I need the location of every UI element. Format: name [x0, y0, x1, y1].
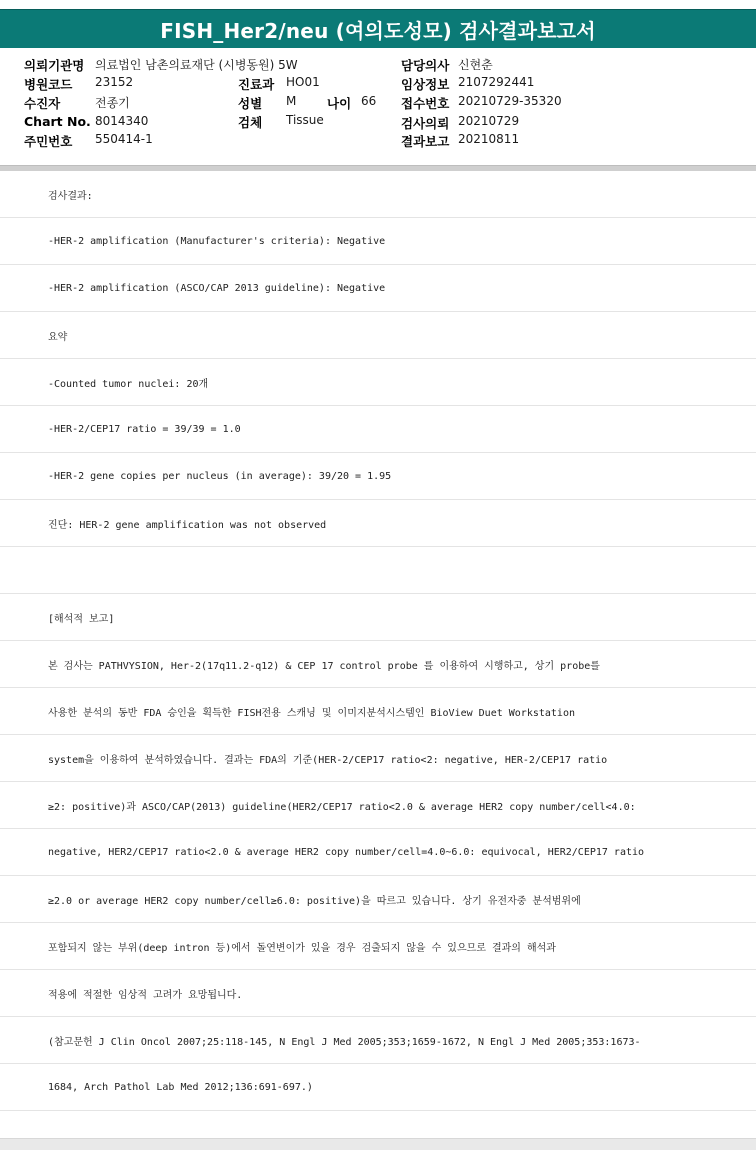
institution-label: 의뢰기관명 — [24, 58, 85, 73]
result-line: 검사결과: — [0, 171, 756, 218]
accession-value: 20210729-35320 — [458, 94, 562, 108]
bottom-scroll-bar[interactable] — [0, 1138, 756, 1150]
result-line: ≥2: positive)과 ASCO/CAP(2013) guideline(HER2/CEP17 ratio<2.0 & average HER2 copy number/cell<4.0: — [0, 782, 756, 829]
result-line: -HER-2/CEP17 ratio = 39/39 = 1.0 — [0, 406, 756, 453]
result-line: ≥2.0 or average HER2 copy number/cell≥6.0: positive)을 따르고 있습니다. 상기 유전자중 분석범위에 — [0, 876, 756, 923]
result-lines — [0, 171, 756, 1111]
report-title: FISH_Her2/neu (여의도성모) 검사결과보고서 — [0, 9, 756, 49]
chart-no-value: 8014340 — [95, 114, 149, 128]
report-date-value: 20210811 — [458, 132, 520, 146]
clinical-info-label: 임상정보 — [401, 77, 450, 92]
age-value: 66 — [361, 94, 377, 108]
result-line: -HER-2 gene copies per nucleus (in average): 39/20 = 1.95 — [0, 453, 756, 500]
patient-label: 수진자 — [24, 96, 61, 111]
result-line: 본 검사는 PATHVYSION, Her-2(17q11.2-q12) & CEP 17 control probe 를 이용하여 시행하고, 상기 probe를 — [0, 641, 756, 688]
result-line: 1684, Arch Pathol Lab Med 2012;136:691-697.) — [0, 1064, 756, 1111]
result-line: 요약 — [0, 312, 756, 359]
result-line: negative, HER2/CEP17 ratio<2.0 & average HER2 copy number/cell=4.0~6.0: equivocal, HER2/CEP17 ratio — [0, 829, 756, 876]
resident-id-label: 주민번호 — [24, 134, 73, 149]
doctor-label: 담당의사 — [401, 58, 450, 73]
result-line: system을 이용하여 분석하였습니다. 결과는 FDA의 기준(HER-2/CEP17 ratio<2: negative, HER-2/CEP17 ratio — [0, 735, 756, 782]
department-value: HO01 — [286, 75, 320, 89]
hospital-code-value: 23152 — [95, 75, 134, 89]
result-line: 적용에 적절한 임상적 고려가 요망됩니다. — [0, 970, 756, 1017]
clinical-info-value: 2107292441 — [458, 75, 535, 89]
accession-label: 접수번호 — [401, 96, 450, 111]
hospital-code-label: 병원코드 — [24, 77, 73, 92]
result-line: [해석적 보고] — [0, 594, 756, 641]
resident-id-value: 550414-1 — [95, 132, 153, 146]
specimen-label: 검체 — [238, 115, 263, 130]
result-line: (참고문헌 J Clin Oncol 2007;25:118-145, N Engl J Med 2005;353;1659-1672, N Engl J Med 2005;353:1673- — [0, 1017, 756, 1064]
result-line: 사용한 분석의 동반 FDA 승인을 획득한 FISH전용 스캐닝 및 이미지분석시스템인 BioView Duet Workstation — [0, 688, 756, 735]
result-line: 진단: HER-2 gene amplification was not observed — [0, 500, 756, 547]
sex-label: 성별 — [238, 96, 263, 111]
report-date-label: 결과보고 — [401, 134, 450, 149]
result-line: -HER-2 amplification (Manufacturer's criteria): Negative — [0, 218, 756, 265]
chart-no-label: Chart No. — [24, 114, 91, 129]
age-label: 나이 — [327, 96, 352, 111]
result-line: 포함되지 않는 부위(deep intron 등)에서 돌연변이가 있을 경우 검출되지 않을 수 있으므로 결과의 해석과 — [0, 923, 756, 970]
patient-value: 전종기 — [95, 96, 130, 110]
institution-value: 의료법인 남촌의료재단 (시병동원) 5W — [95, 58, 298, 72]
result-line: -HER-2 amplification (ASCO/CAP 2013 guideline): Negative — [0, 265, 756, 312]
result-line — [0, 547, 756, 594]
result-line: -Counted tumor nuclei: 20개 — [0, 359, 756, 406]
request-date-label: 검사의뢰 — [401, 116, 450, 131]
department-label: 진료과 — [238, 77, 275, 92]
patient-info-panel — [0, 48, 756, 165]
doctor-value: 신현춘 — [458, 58, 493, 72]
specimen-value: Tissue — [286, 113, 324, 127]
sex-value: M — [286, 94, 297, 108]
request-date-value: 20210729 — [458, 114, 520, 128]
